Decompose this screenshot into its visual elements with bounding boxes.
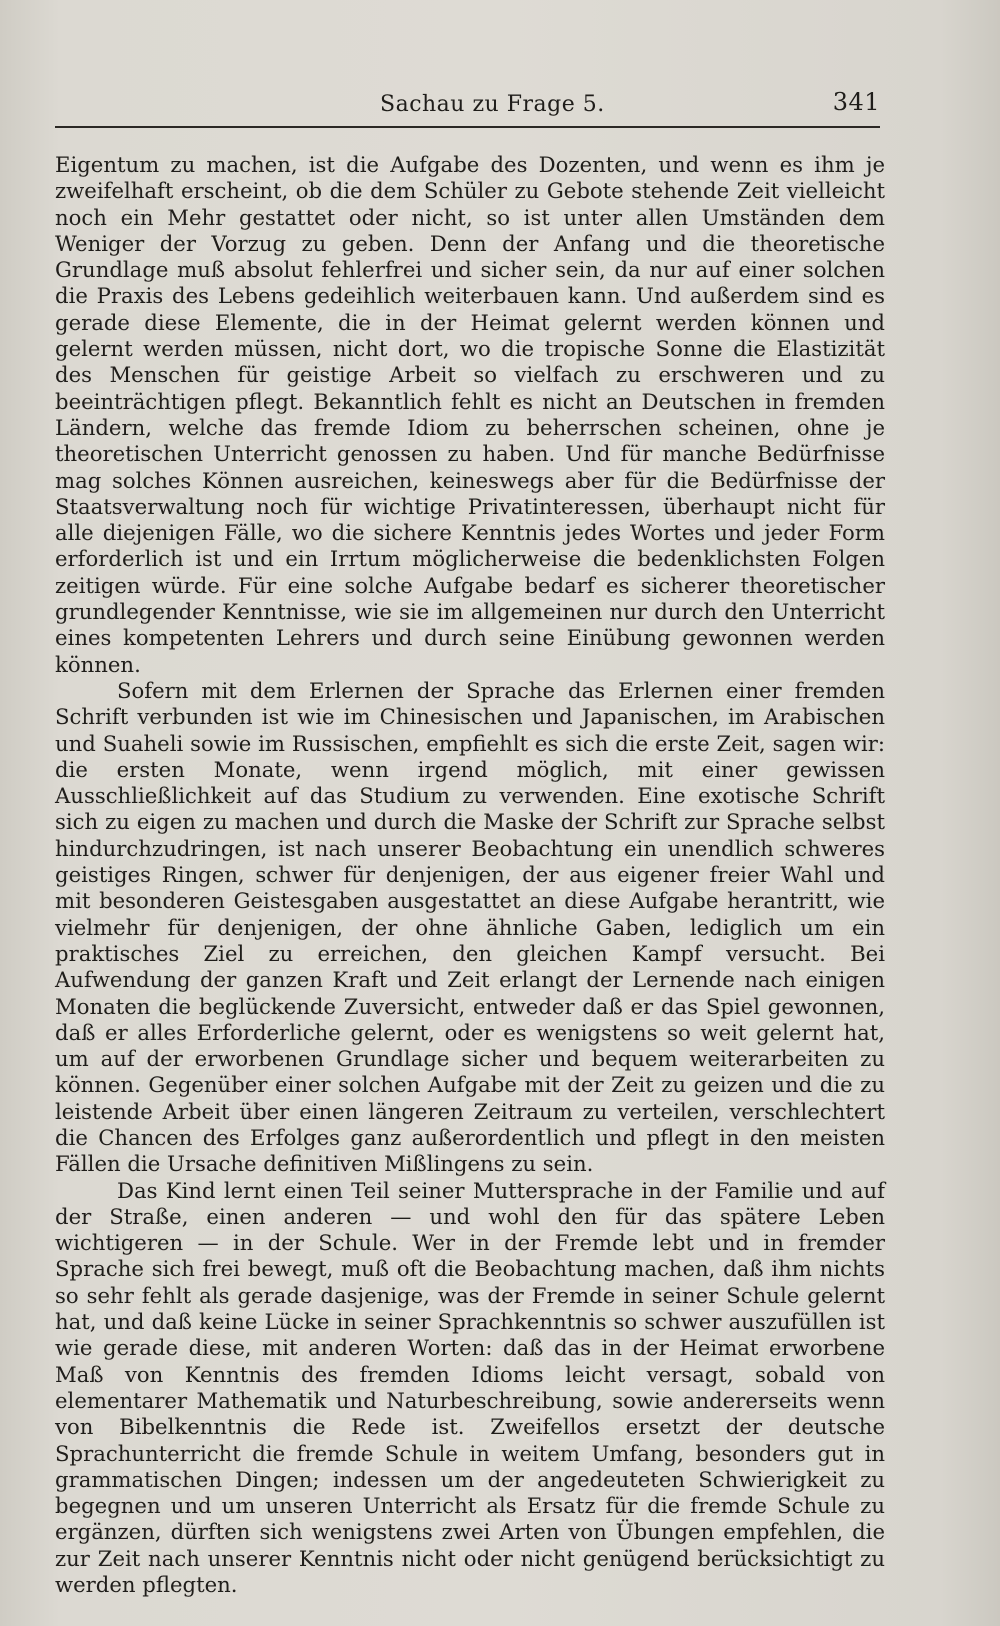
page-header: [55, 86, 880, 126]
paragraph: Das Kind lernt einen Teil seiner Muttersprache in der Familie und auf der Straße, einen anderen — und wohl den für das spätere Leben wichtigeren — in der Schule. Wer in der Fremde lebt und in fremder Sprache sich frei bewegt, muß oft die Beobachtung machen, daß ihm nichts so sehr fehlt als gerade dasjenige, was der Fremde in seiner Schule gelernt hat, und daß keine Lücke in seiner Sprachkenntnis so schwer auszufüllen ist wie gerade diese, mit anderen Worten: daß das in der Heimat erworbene Maß von Kenntnis des fremden Idioms leicht versagt, sobald von elementarer Mathematik und Naturbeschreibung, sowie andererseits wenn von Bibelkenntnis die Rede ist. Zweifellos ersetzt der deutsche Sprachunterricht die fremde Schule in weitem Umfang, besonders gut in grammatischen Dingen; indessen um der angedeuteten Schwierigkeit zu begegnen und um unseren Unterricht als Ersatz für die fremde Schule zu ergänzen, dürften sich wenigstens zwei Arten von Übungen empfehlen, die zur Zeit nach unserer Kenntnis nicht oder nicht genügend berücksichtigt zu werden pflegten.: [55, 1177, 885, 1598]
paragraph: Eigentum zu machen, ist die Aufgabe des Dozenten, und wenn es ihm je zweifelhaft erscheint, ob die dem Schüler zu Gebote stehende Zeit vielleicht noch ein Mehr gestattet oder nicht, so ist unter allen Umständen dem Weniger der Vorzug zu geben. Denn der Anfang und die theoretische Grundlage muß absolut fehlerfrei und sicher sein, da nur auf einer solchen die Praxis des Lebens gedeihlich weiterbauen kann. Und außerdem sind es gerade diese Elemente, die in der Heimat gelernt werden können und gelernt werden müssen, nicht dort, wo die tropische Sonne die Elastizität des Menschen für geistige Arbeit so vielfach zu erschweren und zu beeinträchtigen pflegt. Bekanntlich fehlt es nicht an Deutschen in fremden Ländern, welche das fremde Idiom zu beherrschen scheinen, ohne je theoretischen Unterricht genossen zu haben. Und für manche Bedürfnisse mag solches Können ausreichen, keineswegs aber für die Bedürfnisse der Staatsverwaltung noch für wichtige Privatinteressen, überhaupt nicht für alle diejenigen Fälle, wo die sichere Kenntnis jedes Wortes und jeder Form erforderlich ist und ein Irrtum möglicherweise die bedenklichsten Folgen zeitigen würde. Für eine solche Aufgabe bedarf es sicherer theoretischer grundlegender Kenntnisse, wie sie im allgemeinen nur durch den Unterricht eines kompetenten Lehrers und durch seine Einübung gewonnen werden können.: [55, 152, 885, 677]
body-text: [55, 152, 885, 1598]
running-head: Sachau zu Frage 5.: [380, 92, 605, 117]
header-rule: [55, 126, 880, 128]
page-number: 341: [832, 88, 880, 116]
paragraph: Sofern mit dem Erlernen der Sprache das Erlernen einer fremden Schrift verbunden ist wie im Chinesischen und Japanischen, im Arabischen und Suaheli sowie im Russischen, empfiehlt es sich die erste Zeit, sagen wir: die ersten Monate, wenn irgend möglich, mit einer gewissen Ausschließlichkeit auf das Studium zu verwenden. Eine exotische Schrift sich zu eigen zu machen und durch die Maske der Schrift zur Sprache selbst hindurchzudringen, ist nach unserer Beobachtung ein unendlich schweres geistiges Ringen, schwer für denjenigen, der aus eigener freier Wahl und mit besonderen Geistesgaben ausgestattet an diese Aufgabe herantritt, wie vielmehr für denjenigen, der ohne ähnliche Gaben, lediglich um ein praktisches Ziel zu erreichen, den gleichen Kampf versucht. Bei Aufwendung der ganzen Kraft und Zeit erlangt der Lernende nach einigen Monaten die beglückende Zuversicht, entweder daß er das Spiel gewonnen, daß er alles Erforderliche gelernt, oder es wenigstens so weit gelernt hat, um auf der erworbenen Grundlage sicher und bequem weiterarbeiten zu können. Gegenüber einer solchen Aufgabe mit der Zeit zu geizen und die zu leistende Arbeit über einen längeren Zeitraum zu verteilen, verschlechtert die Chancen des Erfolges ganz außerordentlich und pflegt in den meisten Fällen die Ursache definitiven Mißlingens zu sein.: [55, 677, 885, 1177]
